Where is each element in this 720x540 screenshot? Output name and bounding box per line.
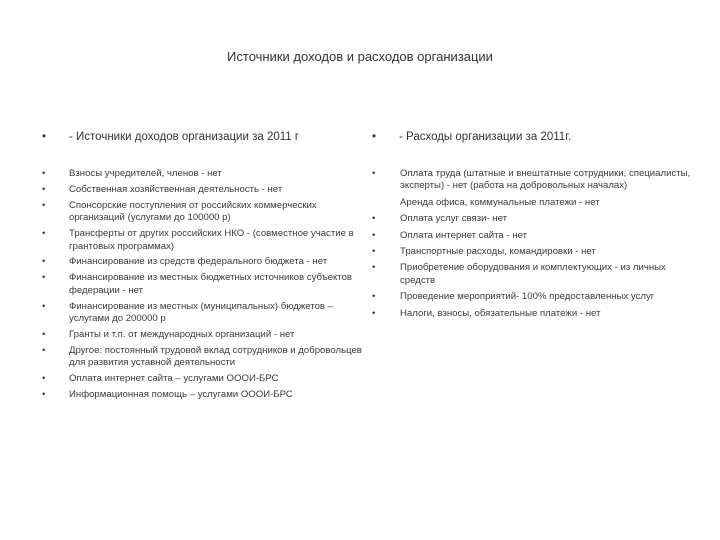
income-item-text: Другое: постоянный трудовой вклад сотрудников и добровольцев для развития уставной деятельности — [69, 344, 362, 369]
income-item-text: Гранты и т.п. от международных организаций - нет — [69, 328, 295, 340]
expense-item-text: Оплата услуг связи- нет — [400, 213, 508, 225]
list-bullet: • — [42, 328, 46, 340]
expense-list — [372, 168, 702, 320]
list-bullet: • — [42, 389, 46, 401]
income-item-text: Собственная хозяйственная деятельность - нет — [69, 183, 283, 195]
heading-bullet: • — [42, 131, 47, 143]
expense-item-text: Оплата интернет сайта - нет — [400, 229, 528, 241]
expense-list-item — [372, 291, 702, 303]
income-list — [42, 168, 362, 402]
list-bullet: • — [42, 344, 46, 356]
list-bullet: • — [372, 291, 376, 303]
income-list-item — [42, 228, 362, 253]
list-bullet: • — [42, 373, 46, 385]
income-item-text: Финансирование из местных бюджетных источников субъектов федерации - нет — [69, 272, 353, 296]
list-bullet: • — [372, 213, 376, 225]
expense-item-text: Проведение мероприятий- 100% предоставленных услуг — [400, 291, 655, 303]
income-list-item — [42, 345, 362, 370]
income-item-text: Финансирование из средств федерального бюджета - нет — [69, 256, 328, 268]
list-bullet: • — [42, 183, 46, 195]
income-item-text: Оплата интернет сайта – услугами ОООИ-БРС — [69, 373, 279, 385]
expense-list-item — [372, 230, 702, 242]
income-item-text: Трансферты от других российских НКО - (совместное участие в грантовых программах) — [69, 228, 354, 252]
income-item-text: Взносы учредителей, членов - нет — [69, 168, 222, 179]
slide-title: Источники доходов и расходов организации — [227, 49, 493, 64]
expense-list-item — [372, 213, 702, 225]
income-list-item — [42, 168, 362, 180]
income-list-item — [42, 389, 362, 401]
income-item-text: Информационная помощь – услугами ОООИ-БРС — [69, 389, 293, 401]
list-bullet: • — [372, 229, 376, 241]
expense-list-item — [372, 168, 702, 193]
income-list-item — [42, 373, 362, 385]
list-bullet: • — [372, 262, 376, 274]
expense-list-item — [372, 308, 702, 320]
income-list-item — [42, 184, 362, 196]
expense-list-item — [372, 246, 702, 258]
list-bullet: • — [42, 168, 46, 179]
expense-column — [372, 130, 702, 324]
expense-item-text: Налоги, взносы, обязательные платежи - нет — [400, 307, 601, 319]
income-column — [42, 130, 362, 405]
list-bullet: • — [42, 300, 46, 312]
expense-item-text: Аренда офиса, коммунальные платежи - нет — [400, 196, 600, 208]
income-list-item — [42, 301, 362, 326]
income-item-text: Спонсорские поступления от российских коммерческих организаций (услугами до 100000 р) — [69, 199, 317, 224]
income-list-item — [42, 256, 362, 268]
list-bullet: • — [372, 307, 376, 319]
list-bullet: • — [372, 246, 376, 258]
income-list-item — [42, 200, 362, 225]
income-list-item — [42, 272, 362, 297]
expense-heading-text: - Расходы организации за 2011г. — [399, 131, 572, 143]
list-bullet: • — [42, 256, 46, 268]
expense-item-text: Приобретение оборудования и комплектующих - из личных средств — [400, 262, 666, 286]
income-heading-text: - Источники доходов организации за 2011 г — [69, 131, 300, 143]
income-item-text: Финансирование из местных (муниципальных) бюджетов – услугами до 200000 р — [69, 300, 334, 325]
list-bullet: • — [42, 272, 46, 284]
list-bullet: • — [42, 228, 46, 240]
expense-list-item — [372, 262, 702, 287]
income-list-item — [42, 329, 362, 341]
income-heading — [42, 130, 362, 144]
heading-bullet: • — [372, 131, 377, 143]
expense-heading — [372, 130, 702, 144]
list-bullet: • — [42, 199, 46, 211]
expense-item-text: Оплата труда (штатные и внештатные сотрудники, специалисты, эксперты) - нет (работа на добровольных началах) — [400, 168, 691, 192]
list-bullet: • — [372, 168, 376, 179]
expense-list-item — [372, 197, 702, 209]
expense-item-text: Транспортные расходы, командировки - нет — [400, 246, 596, 258]
